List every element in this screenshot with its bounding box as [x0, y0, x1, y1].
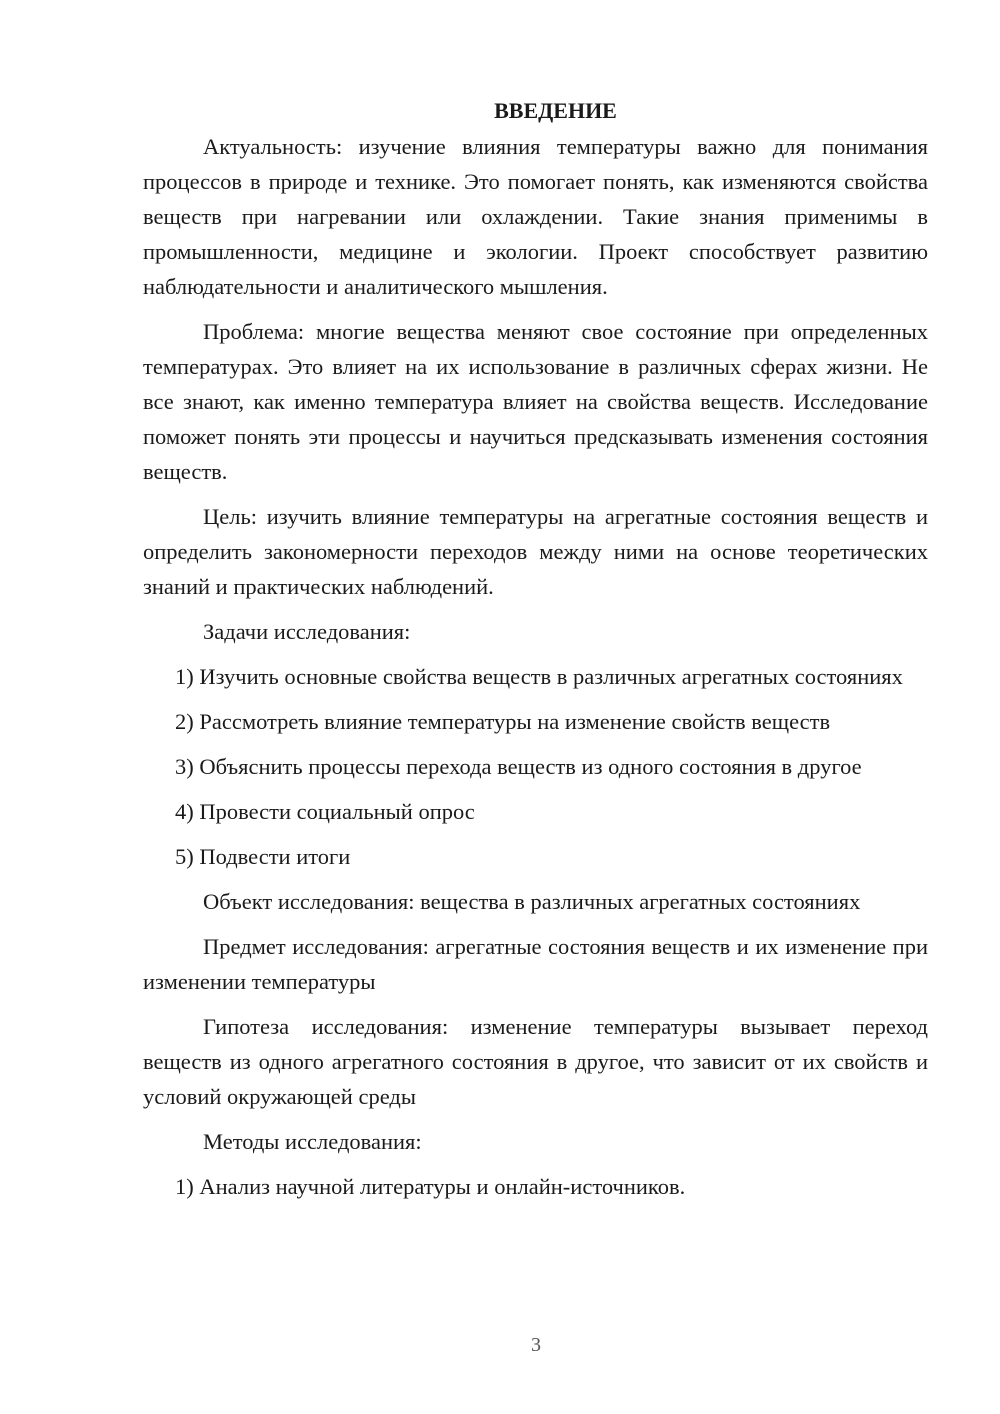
task-item: 4) Провести социальный опрос [175, 799, 475, 824]
page-content [143, 96, 928, 1214]
relevance-paragraph: Актуальность: изучение влияния температуры важно для понимания процессов в природе и технике. Это помогает понять, как изменяются свойства веществ при нагревании или охлаждении. Такие знания применимы в промышленности, медицине и экологии. Проект способствует развитию наблюдательности и аналитического мышления. [143, 134, 928, 299]
page-number: 3 [531, 1334, 541, 1356]
task-item: 5) Подвести итоги [175, 844, 351, 869]
task-item: 1) Изучить основные свойства веществ в различных агрегатных состояниях [175, 664, 903, 689]
problem-paragraph: Проблема: многие вещества меняют свое состояние при определенных температурах. Это влияет на их использование в различных сферах жизни. Не все знают, как именно температура влияет на свойства веществ. Исследование поможет понять эти процессы и научиться предсказывать изменения состояния веществ. [143, 319, 928, 484]
page-title: ВВЕДЕНИЕ [494, 98, 617, 123]
hypothesis-paragraph: Гипотеза исследования: изменение температуры вызывает переход веществ из одного агрегатного состояния в другое, что зависит от их свойств и условий окружающей среды [143, 1014, 928, 1109]
tasks-heading: Задачи исследования: [203, 619, 411, 644]
task-item: 2) Рассмотреть влияние температуры на изменение свойств веществ [175, 709, 831, 734]
object-paragraph: Объект исследования: вещества в различных агрегатных состояниях [203, 889, 861, 914]
method-item: 1) Анализ научной литературы и онлайн-источников. [175, 1174, 686, 1199]
goal-paragraph: Цель: изучить влияние температуры на агрегатные состояния веществ и определить закономерности переходов между ними на основе теоретических знаний и практических наблюдений. [143, 504, 928, 599]
subject-paragraph: Предмет исследования: агрегатные состояния веществ и их изменение при изменении температуры [143, 934, 928, 994]
task-item: 3) Объяснить процессы перехода веществ из одного состояния в другое [175, 754, 862, 779]
methods-heading: Методы исследования: [203, 1129, 422, 1154]
